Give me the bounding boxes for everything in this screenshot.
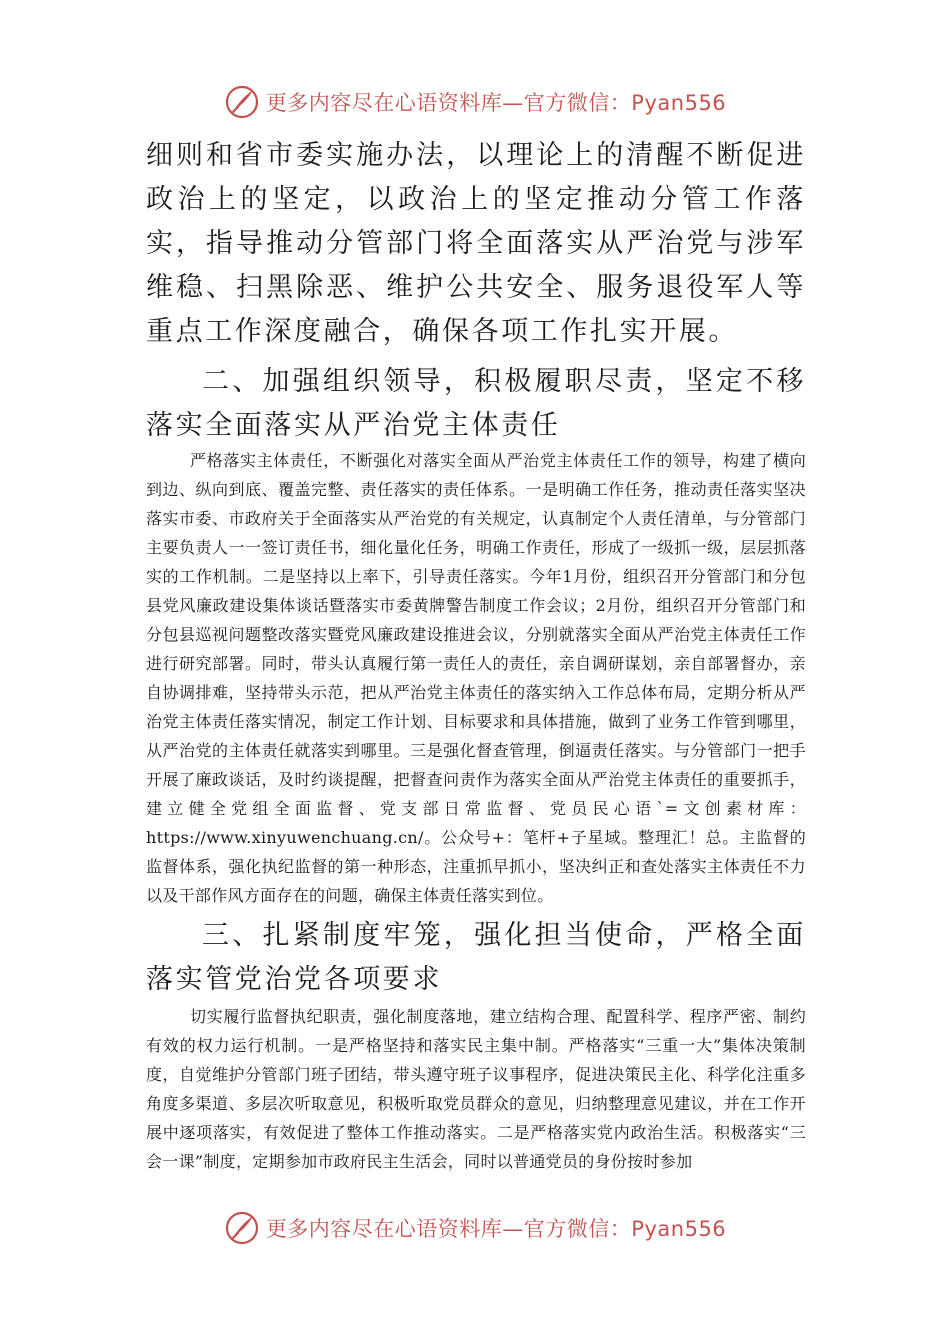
section-2-heading: 二、加强组织领导，积极履职尽责，坚定不移落实全面落实从严治党主体责任 xyxy=(146,366,806,441)
header-watermark-text: 更多内容尽在心语资料库—官方微信：Pyan556 xyxy=(265,91,727,115)
section-3 xyxy=(146,914,806,1002)
section-2-body: 严格落实主体责任，不断强化对落实全面从严治党主体责任工作的领导，构建了横向到边、纵向到底、覆盖完整、责任落实的责任体系。一是明确工作任务，推动责任落实坚决落实市委、市政府关于全面落实从严治党的有关规定，认真制定个人责任清单，与分管部门主要负责人一一签订责任书，细化量化任务，明确工作责任，形成了一级抓一级，层层抓落实的工作机制。二是坚持以上率下，引导责任落实。今年1月份，组织召开分管部门和分包县党风廉政建设集体谈话暨落实市委黄牌警告制度工作会议；2月份，组织召开分管部门和分包县巡视问题整改落实暨党风廉政建设推进会议，分别就落实全面从严治党主体责任工作进行研究部署。同时，带头认真履行第一责任人的责任，亲自调研谋划，亲自部署督办，亲自协调排难，坚持带头示范，把从严治党主体责任的落实纳入工作总体布局，定期分析从严治党主体责任落实情况，制定工作计划、目标要求和具体措施，做到了业务工作管到哪里，从严治党的主体责任就落实到哪里。三是强化督查管理，倒逼责任落实。与分管部门一把手开展了廉政谈话，及时约谈提醒，把督查问责作为落实全面从严治党主体责任的重要抓手，建立健全党组全面监督、党支部日常监督、党员民心语`=文创素材库：https://www.xinyuwenchuang.cn/。公众号+：笔杆+子星域。整理汇！总。主监督的监督体系，强化执纪监督的第一种形态，注重抓早抓小，坚决纠正和查处落实主体责任不力以及干部作风方面存在的问题，确保主体责任落实到位。 xyxy=(146,451,806,905)
section-2 xyxy=(146,360,806,448)
section-3-body: 切实履行监督执纪职责，强化制度落地，建立结构合理、配置科学、程序严密、制约有效的权力运行机制。一是严格坚持和落实民主集中制。严格落实“三重一大”集体决策制度，自觉维护分管部门班子团结，带头遵守班子议事程序，促进决策民主化、科学化注重多角度多渠道、多层次听取意见，积极听取党员群众的意见，归纳整理意见建议，并在工作开展中逐项落实，有效促进了整体工作推动落实。二是严格落实党内政治生活。积极落实“三会一课”制度，定期参加市政府民主生活会，同时以普通党员的身份按时参加 xyxy=(146,1007,806,1171)
quill-logo-icon xyxy=(224,84,260,120)
footer-watermark-text: 更多内容尽在心语资料库—官方微信：Pyan556 xyxy=(265,1217,727,1241)
section-3-body-wrap xyxy=(146,1002,806,1176)
header-watermark-banner xyxy=(0,82,950,122)
intro-section xyxy=(146,134,806,354)
footer-watermark-banner xyxy=(0,1208,950,1248)
intro-paragraph: 细则和省市委实施办法，以理论上的清醒不断促进政治上的坚定，以政治上的坚定推动分管工作落实，指导推动分管部门将全面落实从严治党与涉军维稳、扫黑除恶、维护公共安全、服务退役军人等重点工作深度融合，确保各项工作扎实开展。 xyxy=(146,140,806,347)
section-3-heading: 三、扎紧制度牢笼，强化担当使命，严格全面落实管党治党各项要求 xyxy=(146,920,806,995)
section-2-body-wrap xyxy=(146,446,806,910)
quill-logo-icon xyxy=(224,1210,260,1246)
